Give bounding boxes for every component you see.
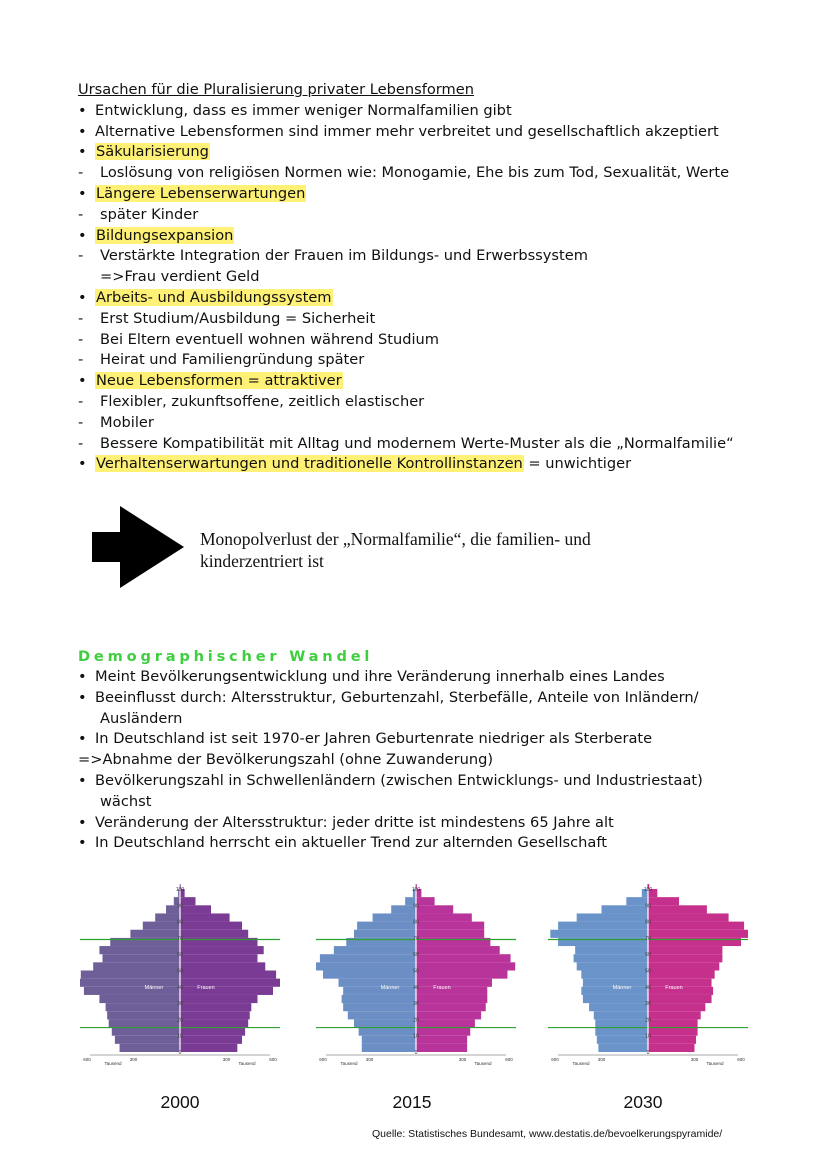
age-tick-label: 80 — [177, 919, 183, 926]
bar-female — [648, 1019, 698, 1027]
bullet-marker: • — [78, 813, 87, 831]
bar-female — [180, 1011, 250, 1019]
item-text: später Kinder — [100, 205, 199, 223]
age-tick-label: 80 — [645, 919, 651, 926]
bar-female — [180, 1003, 251, 1011]
bar-male — [103, 954, 181, 962]
list-item-text — [95, 454, 631, 475]
bar-male — [558, 922, 648, 930]
bar-male — [577, 913, 648, 921]
age-tick-label: 50 — [177, 968, 183, 975]
item-text: Heirat und Familiengründung später — [100, 351, 365, 369]
age-tick-label: 100 — [643, 887, 653, 893]
dash-marker: - — [78, 309, 84, 327]
bar-male — [594, 1011, 648, 1019]
list-item — [78, 101, 778, 122]
list-item — [78, 729, 778, 750]
list-item — [78, 771, 778, 792]
bar-female — [180, 979, 280, 987]
demographie-list — [78, 667, 778, 854]
x-tick-label: 300 — [597, 1057, 606, 1062]
bar-male — [598, 1044, 648, 1052]
bar-female — [416, 1044, 467, 1052]
bullet-marker: • — [78, 288, 87, 306]
list-item — [78, 330, 778, 351]
bar-female — [416, 971, 507, 979]
bar-male — [362, 1044, 416, 1052]
pyramid-chart-2000 — [80, 884, 280, 1070]
list-item-text — [100, 163, 729, 184]
age-tick-label: 30 — [645, 1001, 651, 1008]
bar-female — [416, 905, 453, 913]
year-label-2030: 2030 — [623, 1092, 663, 1112]
bar-female — [416, 954, 511, 962]
age-tick-label: 10 — [177, 1033, 183, 1040]
female-label: Frauen — [433, 984, 451, 991]
item-text: wächst — [100, 792, 152, 810]
bar-male — [107, 1011, 180, 1019]
list-item — [78, 413, 778, 434]
age-tick-label: 70 — [413, 935, 419, 942]
bar-female — [416, 946, 500, 954]
bar-male — [316, 962, 416, 970]
female-label: Frauen — [197, 984, 215, 991]
item-text: Entwicklung, dass es immer weniger Normalfamilien gibt — [95, 101, 512, 119]
item-text: Veränderung der Altersstruktur: jeder dritte ist mindestens 65 Jahre alt — [95, 813, 614, 831]
list-item-text — [100, 246, 588, 267]
list-item-text — [100, 309, 375, 330]
bar-male — [120, 1044, 180, 1052]
item-suffix: = unwichtiger — [523, 455, 632, 473]
bar-male — [339, 979, 417, 987]
bar-male — [348, 1011, 416, 1019]
arrow-right-icon — [92, 506, 184, 588]
dash-marker: - — [78, 247, 84, 265]
age-tick-label: 60 — [645, 952, 651, 959]
age-tick-label: 40 — [645, 984, 651, 991]
list-item — [78, 667, 778, 688]
age-tick-label: 60 — [413, 952, 419, 959]
bar-male — [93, 962, 180, 970]
list-item-text — [95, 142, 210, 163]
item-text: Loslösung von religiösen Normen wie: Monogamie, Ehe bis zum Tod, Sexualität, Werte — [100, 164, 730, 182]
bar-female — [648, 954, 722, 962]
bar-male — [99, 946, 180, 954]
dash-marker: - — [78, 392, 84, 410]
section-title: Ursachen für die Pluralisierung privater Lebensformen — [78, 81, 474, 98]
unit-label: Tausend — [572, 1061, 590, 1066]
bar-female — [648, 1036, 696, 1044]
bar-female — [416, 1011, 481, 1019]
age-tick-label: 90 — [177, 903, 183, 910]
bar-female — [648, 897, 679, 905]
year-label-2000: 2000 — [160, 1092, 200, 1112]
bar-female — [416, 897, 435, 905]
highlighted-text: Bildungsexpansion — [96, 226, 234, 244]
list-item — [78, 226, 778, 247]
bar-male — [334, 946, 416, 954]
list-item — [78, 142, 778, 163]
item-text: =>Frau verdient Geld — [100, 268, 260, 286]
item-text: Mobiler — [100, 413, 154, 431]
bar-male — [589, 1003, 648, 1011]
source-note: Quelle: Statistisches Bundesamt, www.destatis.de/bevoelkerungspyramide/ — [372, 1128, 723, 1140]
bar-female — [416, 962, 515, 970]
list-item-text — [95, 667, 665, 688]
list-item — [78, 205, 778, 226]
bar-male — [354, 1019, 416, 1027]
pluralisierung-list — [78, 101, 778, 475]
list-item — [78, 709, 778, 730]
dash-marker: - — [78, 164, 84, 182]
bullet-marker: • — [78, 455, 87, 473]
bar-male — [323, 971, 416, 979]
x-tick-label: 300 — [365, 1057, 374, 1062]
female-label: Frauen — [665, 984, 683, 991]
list-item — [78, 454, 778, 475]
bar-female — [180, 905, 211, 913]
bar-female — [180, 1019, 248, 1027]
bar-female — [180, 1044, 237, 1052]
age-tick-label: 100 — [175, 887, 185, 893]
bar-female — [416, 930, 484, 938]
x-tick-label: 600 — [551, 1057, 559, 1062]
x-tick-label: 600 — [269, 1057, 277, 1062]
item-text: Alternative Lebensformen sind immer mehr verbreitet und gesellschaftlich akzeptiert — [95, 122, 719, 140]
list-item — [78, 267, 778, 288]
bar-male — [581, 971, 648, 979]
conclusion-text — [200, 528, 680, 572]
bar-male — [109, 1019, 180, 1027]
list-item — [78, 350, 778, 371]
pyramid-chart-2030 — [548, 884, 748, 1070]
bar-male — [320, 954, 416, 962]
age-tick-label: 0 — [414, 1050, 418, 1056]
bullet-marker: • — [78, 730, 87, 748]
bar-male — [130, 930, 180, 938]
bar-female — [648, 962, 719, 970]
year-label-2015: 2015 — [392, 1092, 432, 1112]
bar-female — [416, 922, 484, 930]
list-item — [78, 371, 778, 392]
list-item — [78, 288, 778, 309]
bullet-marker: • — [78, 834, 87, 852]
bar-male — [595, 1028, 648, 1036]
x-tick-label: 300 — [222, 1057, 231, 1062]
list-item — [78, 792, 778, 813]
conclusion-line-1: Monopolverlust der „Normalfamilie“, die familien- und — [200, 529, 591, 549]
age-tick-label: 70 — [177, 935, 183, 942]
male-label: Männer — [380, 984, 400, 991]
list-item-text — [95, 122, 719, 143]
bullet-marker: • — [78, 184, 87, 202]
dash-marker: - — [78, 413, 84, 431]
bar-male — [81, 971, 180, 979]
bar-female — [416, 979, 492, 987]
bullet-marker: • — [78, 143, 87, 161]
bar-female — [648, 971, 715, 979]
bar-female — [648, 995, 712, 1003]
bar-female — [416, 913, 472, 921]
list-item-text — [95, 771, 703, 792]
age-tick-label: 90 — [645, 903, 651, 910]
list-item-text — [95, 833, 607, 854]
list-item — [78, 163, 778, 184]
bullet-marker: • — [78, 226, 87, 244]
age-tick-label: 10 — [413, 1033, 419, 1040]
section-pluralisierung — [78, 80, 778, 475]
age-tick-label: 50 — [413, 968, 419, 975]
bar-male — [373, 913, 416, 921]
bar-female — [648, 1044, 695, 1052]
unit-label: Tausend — [474, 1061, 492, 1066]
list-item — [78, 309, 778, 330]
bar-female — [648, 1003, 705, 1011]
age-tick-label: 0 — [178, 1050, 182, 1056]
section-demographie — [78, 646, 778, 854]
list-item-text — [100, 267, 260, 288]
bar-female — [416, 1036, 467, 1044]
bar-male — [583, 995, 648, 1003]
highlighted-text: Säkularisierung — [96, 143, 209, 161]
x-tick-label: 600 — [737, 1057, 745, 1062]
dash-marker: - — [78, 351, 84, 369]
bullet-marker: • — [78, 122, 87, 140]
age-tick-label: 100 — [411, 887, 421, 893]
x-tick-label: 300 — [129, 1057, 138, 1062]
list-item-text — [100, 205, 198, 226]
highlighted-text: Längere Lebenserwartungen — [96, 184, 306, 202]
bar-female — [648, 913, 729, 921]
age-tick-label: 0 — [646, 1050, 650, 1056]
bar-female — [648, 1011, 701, 1019]
list-item-text — [78, 750, 493, 771]
list-item — [78, 122, 778, 143]
bar-male — [106, 1003, 180, 1011]
bar-male — [575, 946, 648, 954]
bar-female — [648, 905, 707, 913]
x-tick-label: 300 — [458, 1057, 467, 1062]
bar-male — [362, 1036, 416, 1044]
unit-label: Tausend — [104, 1061, 122, 1066]
bar-female — [648, 930, 748, 938]
unit-label: Tausend — [340, 1061, 358, 1066]
list-item — [78, 813, 778, 834]
dash-marker: - — [78, 434, 84, 452]
bar-male — [550, 930, 648, 938]
list-item-text — [100, 434, 734, 455]
bullet-marker: • — [78, 101, 87, 119]
item-text: Beeinflusst durch: Altersstruktur, Geburtenzahl, Sterbefälle, Anteile von Inländern/ — [95, 688, 699, 706]
unit-label: Tausend — [706, 1061, 724, 1066]
bar-female — [648, 922, 744, 930]
bar-female — [416, 995, 487, 1003]
list-item-text — [100, 413, 154, 434]
item-text: Bevölkerungszahl in Schwellenländern (zwischen Entwicklungs- und Industriestaat) — [95, 771, 703, 789]
bar-male — [343, 1003, 416, 1011]
bar-female — [416, 1003, 486, 1011]
bar-female — [648, 1028, 698, 1036]
bar-male — [342, 995, 416, 1003]
bar-female — [416, 1028, 470, 1036]
list-item-text — [95, 729, 652, 750]
highlighted-text: Verhaltenserwartungen und traditionelle Kontrollinstanzen — [96, 455, 523, 473]
male-label: Männer — [144, 984, 164, 991]
bar-male — [597, 1036, 648, 1044]
list-item-text — [100, 792, 151, 813]
bar-female — [180, 922, 242, 930]
section-title-demographie: Demographischer Wandel — [78, 648, 374, 665]
list-item — [78, 246, 778, 267]
bar-male — [354, 930, 416, 938]
list-item-text — [100, 392, 424, 413]
x-tick-label: 600 — [505, 1057, 513, 1062]
list-item-text — [100, 709, 182, 730]
item-text: In Deutschland ist seit 1970-er Jahren Geburtenrate niedriger als Sterberate — [95, 730, 653, 748]
age-tick-label: 90 — [413, 903, 419, 910]
list-item-text — [100, 350, 364, 371]
x-tick-label: 300 — [690, 1057, 699, 1062]
list-item — [78, 434, 778, 455]
bar-male — [143, 922, 180, 930]
list-item-text — [95, 288, 333, 309]
age-tick-label: 20 — [413, 1017, 419, 1024]
list-item-text — [95, 371, 343, 392]
x-tick-label: 600 — [83, 1057, 91, 1062]
bar-male — [115, 1036, 180, 1044]
list-item-text — [95, 226, 234, 247]
bullet-marker: • — [78, 668, 87, 685]
item-text: In Deutschland herrscht ein aktueller Trend zur alternden Gesellschaft — [95, 834, 607, 852]
age-tick-label: 50 — [645, 968, 651, 975]
bullet-marker: • — [78, 771, 87, 789]
list-item-text — [100, 330, 439, 351]
age-tick-label: 80 — [413, 919, 419, 926]
highlighted-text: Arbeits- und Ausbildungssystem — [96, 288, 332, 306]
age-tick-label: 20 — [645, 1017, 651, 1024]
bar-female — [180, 962, 265, 970]
bar-female — [180, 1036, 242, 1044]
list-item — [78, 688, 778, 709]
age-tick-label: 30 — [177, 1001, 183, 1008]
bar-female — [180, 946, 264, 954]
bar-female — [648, 946, 722, 954]
list-item — [78, 392, 778, 413]
item-text: Erst Studium/Ausbildung = Sicherheit — [100, 309, 376, 327]
bar-female — [180, 913, 230, 921]
list-item-text — [95, 688, 699, 709]
item-text: Bei Eltern eventuell wohnen während Studium — [100, 330, 440, 348]
bar-female — [416, 1019, 475, 1027]
bar-male — [574, 954, 648, 962]
bar-male — [577, 962, 648, 970]
bar-female — [180, 995, 258, 1003]
dash-marker: - — [78, 205, 84, 223]
bar-male — [99, 995, 180, 1003]
age-tick-label: 40 — [177, 984, 183, 991]
age-tick-label: 20 — [177, 1017, 183, 1024]
conclusion-line-2: kinderzentriert ist — [200, 551, 324, 571]
item-text: =>Abnahme der Bevölkerungszahl (ohne Zuwanderung) — [78, 751, 494, 769]
bar-male — [112, 1028, 180, 1036]
age-tick-label: 40 — [413, 984, 419, 991]
bullet-marker: • — [78, 372, 87, 390]
bullet-marker: • — [78, 688, 87, 706]
age-tick-label: 30 — [413, 1001, 419, 1008]
bar-male — [80, 979, 180, 987]
bar-male — [602, 905, 649, 913]
item-text: Verstärkte Integration der Frauen im Bildungs- und Erwerbssystem — [100, 247, 588, 265]
list-item — [78, 184, 778, 205]
item-text: Ausländern — [100, 709, 183, 727]
x-tick-label: 600 — [319, 1057, 327, 1062]
item-text: Flexibler, zukunftsoffene, zeitlich elastischer — [100, 392, 425, 410]
age-tick-label: 60 — [177, 952, 183, 959]
item-text: Bessere Kompatibilität mit Alltag und modernem Werte-Muster als die „Normalfamilie“ — [100, 434, 734, 452]
list-item — [78, 750, 778, 771]
list-item-text — [95, 184, 306, 205]
bar-male — [595, 1019, 648, 1027]
bar-female — [180, 1028, 245, 1036]
highlighted-text: Neue Lebensformen = attraktiver — [96, 372, 342, 390]
bar-female — [180, 954, 258, 962]
list-item-text — [95, 101, 512, 122]
male-label: Männer — [612, 984, 632, 991]
age-tick-label: 70 — [645, 935, 651, 942]
list-item-text — [95, 813, 614, 834]
bar-female — [180, 971, 276, 979]
item-text: Meint Bevölkerungsentwicklung und ihre Veränderung innerhalb eines Landes — [95, 668, 665, 685]
bar-male — [357, 922, 416, 930]
bar-male — [359, 1028, 416, 1036]
list-item — [78, 833, 778, 854]
age-tick-label: 10 — [645, 1033, 651, 1040]
pyramid-chart-2015 — [316, 884, 516, 1070]
bar-female — [180, 930, 248, 938]
dash-marker: - — [78, 330, 84, 348]
unit-label: Tausend — [238, 1061, 256, 1066]
